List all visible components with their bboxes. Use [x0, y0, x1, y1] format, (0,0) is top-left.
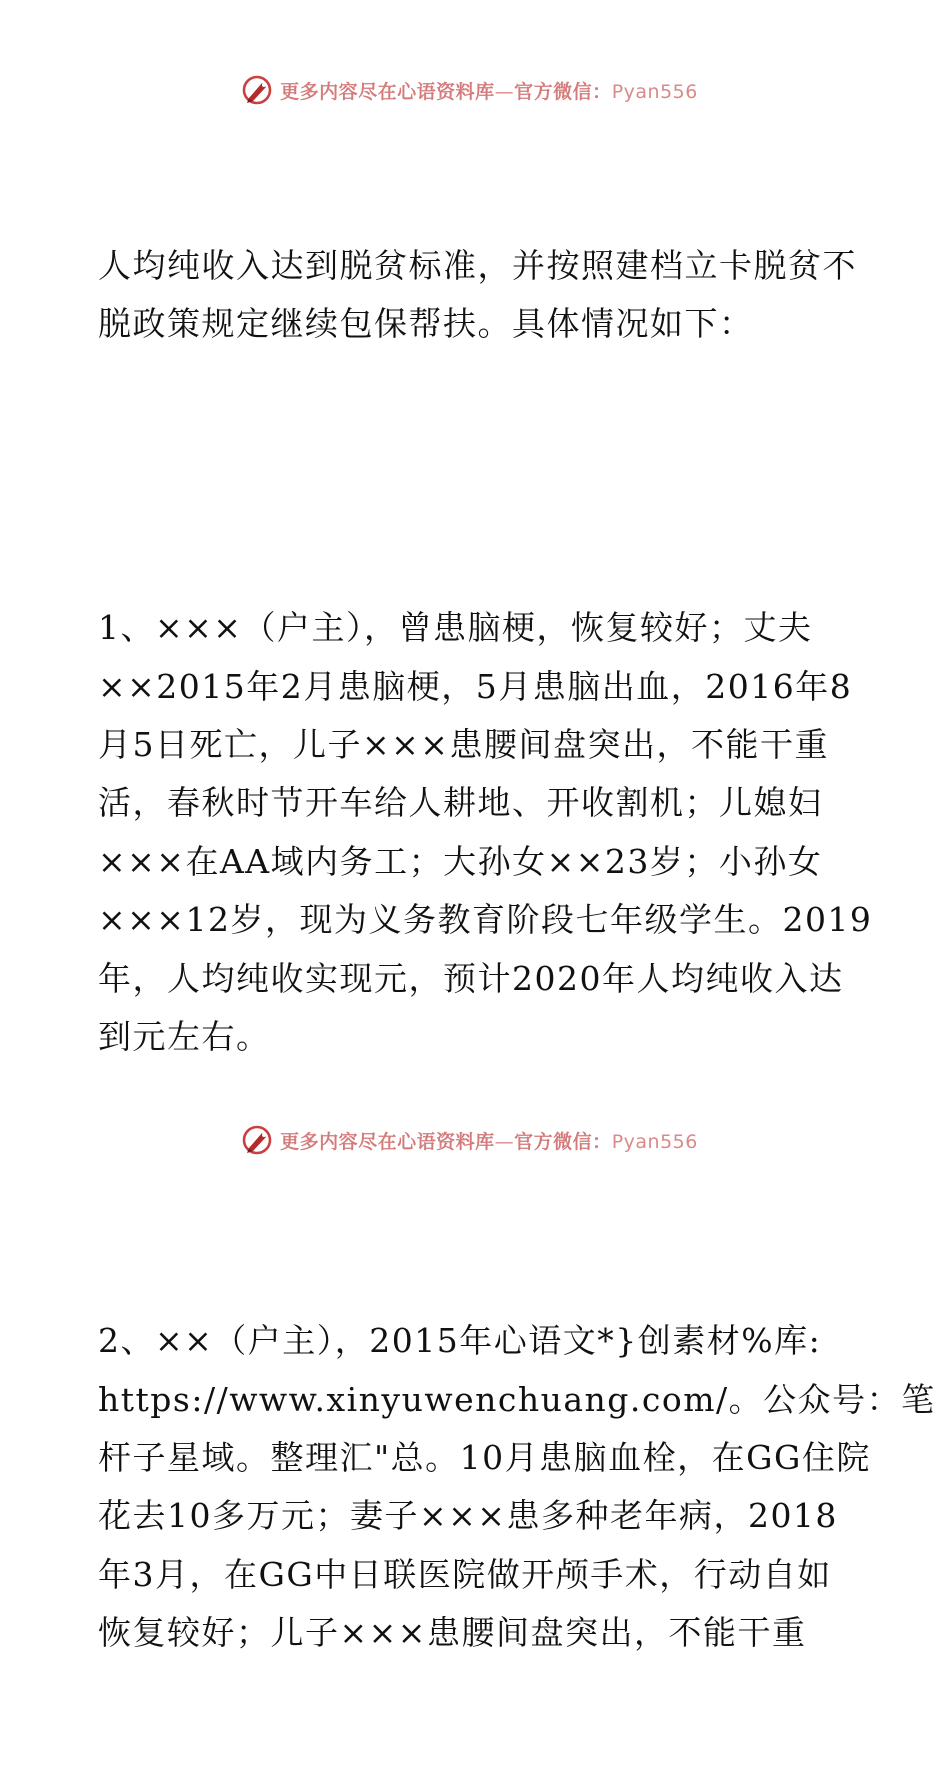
text-line: 年3月，在GG中日联医院做开颅手术，行动自如	[98, 1554, 832, 1594]
text-line: 活，春秋时节开车给人耕地、开收割机；儿媳妇	[98, 783, 823, 823]
text-line: ×××在AA域内务工；大孙女××23岁；小孙女	[98, 841, 823, 881]
text-line: ××2015年2月患脑梗，5月患脑出血，2016年8	[98, 666, 853, 706]
text-line: 人均纯收入达到脱贫标准，并按照建档立卡脱贫不	[98, 245, 857, 285]
paragraph-case-2	[98, 1195, 936, 1779]
text-line: 1、×××（户主），曾患脑梗，恢复较好；丈夫	[98, 608, 813, 648]
text-line: 恢复较好；儿子×××患腰间盘突出，不能干重	[98, 1613, 807, 1653]
text-line: 杆子星域。整理汇"总。10月患脑血栓，在GG住院	[98, 1437, 871, 1477]
text-line: 年，人均纯收实现元，预计2020年人均纯收入达	[98, 958, 844, 998]
text-line: 花去10多万元；妻子×××患多种老年病，2018	[98, 1496, 838, 1536]
text-line: 脱政策规定继续包保帮扶。具体情况如下：	[98, 304, 754, 344]
pen-logo-icon	[240, 73, 274, 107]
header-banner-inner	[240, 73, 698, 107]
text-line: https://www.xinyuwenchuang.com/。公众号：笔	[98, 1379, 936, 1419]
paragraph-intro	[98, 120, 858, 470]
paragraph-case-1	[98, 482, 873, 1183]
text-line: 2、××（户主），2015年心语文*}创素材%库:	[98, 1321, 822, 1361]
pen-logo-icon	[240, 1123, 274, 1157]
document-body	[98, 120, 936, 1779]
header-banner-text: 更多内容尽在心语资料库—官方微信：Pyan556	[280, 80, 698, 103]
footer-banner-inner	[240, 1123, 698, 1157]
header-banner	[0, 70, 950, 110]
footer-banner-text: 更多内容尽在心语资料库—官方微信：Pyan556	[280, 1130, 698, 1153]
text-line: ×××12岁，现为义务教育阶段七年级学生。2019	[98, 900, 873, 940]
footer-banner	[0, 1120, 950, 1160]
text-line: 到元左右。	[98, 1017, 271, 1057]
text-line: 月5日死亡，儿子×××患腰间盘突出，不能干重	[98, 725, 829, 765]
